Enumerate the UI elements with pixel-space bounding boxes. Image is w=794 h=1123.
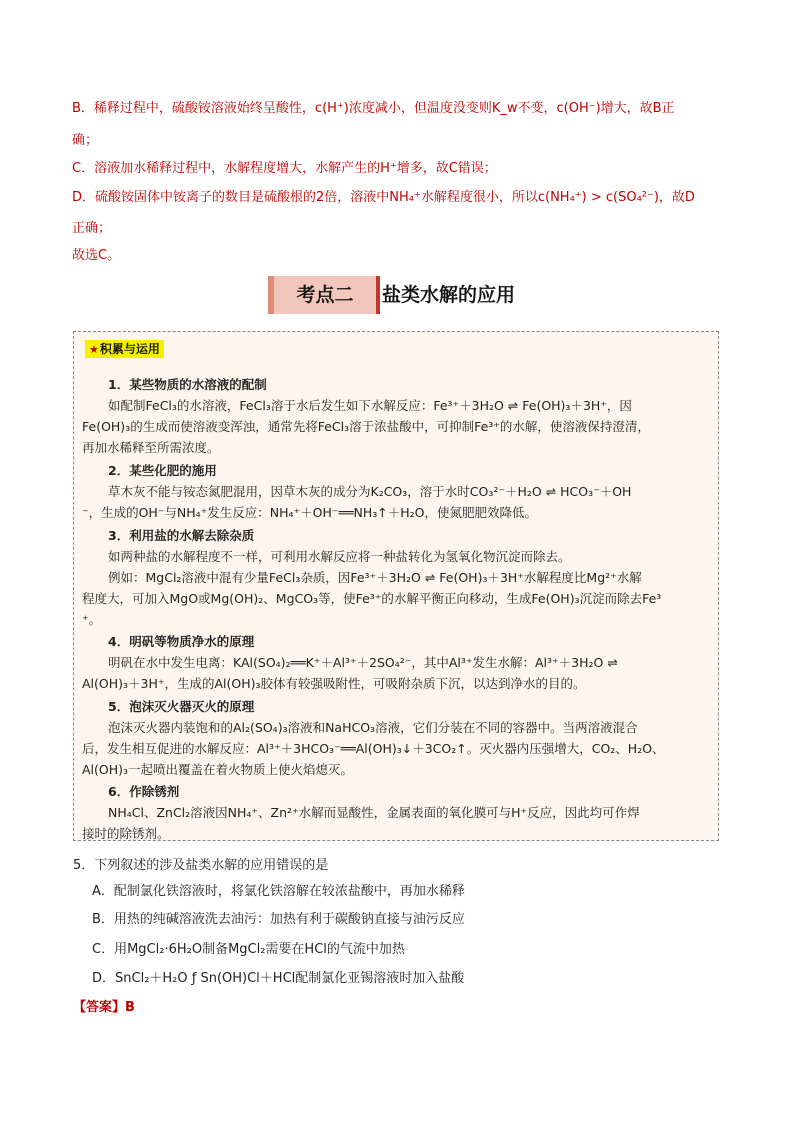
knowledge-heading: 3．利用盐的水解去除杂质 xyxy=(108,528,255,543)
knowledge-heading: 2．某些化肥的施用 xyxy=(108,463,217,478)
knowledge-line: 后，发生相互促进的水解反应：Al³⁺＋3HCO₃⁻══Al(OH)₃↓＋3CO₂↑。灭火器内压强增大，CO₂、H₂O、 xyxy=(82,741,665,756)
knowledge-line: NH₄Cl、ZnCl₂溶液因NH₄⁺、Zn²⁺水解而显酸性，金属表面的氧化膜可与H⁺反应，因此均可作焊 xyxy=(108,805,640,820)
answer xyxy=(73,998,135,1018)
knowledge-line: Al(OH)₃一起喷出覆盖在着火物质上使火焰熄灭。 xyxy=(82,762,354,777)
knowledge-line: 再加水稀释至所需浓度。 xyxy=(82,440,220,455)
question-stem: 5．下列叙述的涉及盐类水解的应用错误的是 xyxy=(73,858,329,873)
analysis-b-line2: 确； xyxy=(72,133,99,148)
star-icon: ★ xyxy=(89,343,99,356)
question-option-c: C．用MgCl₂·6H₂O制备MgCl₂需要在HCl的气流中加热 xyxy=(92,942,405,957)
knowledge-line: 泡沫灭火器内装饱和的Al₂(SO₄)₃溶液和NaHCO₃溶液，它们分装在不同的容器中。当两溶液混合 xyxy=(108,720,638,735)
analysis-c-line: C．溶液加水稀释过程中，水解程度增大，水解产生的H⁺增多，故C错误； xyxy=(72,161,497,176)
knowledge-heading: 6．作除锈剂 xyxy=(108,784,180,799)
analysis-d-line1: D．硫酸铵固体中铵离子的数目是硫酸根的2倍，溶液中NH₄⁺水解程度很小，所以c(NH₄⁺) > c(SO₄²⁻)，故D xyxy=(72,190,695,205)
knowledge-line: 接时的除锈剂。 xyxy=(82,826,170,841)
section-number: 考点二 xyxy=(268,276,376,314)
analysis-d-line2: 正确； xyxy=(72,221,112,236)
knowledge-line: 明矾在水中发生电离：KAl(SO₄)₂══K⁺＋Al³⁺＋2SO₄²⁻，其中Al³⁺发生水解：Al³⁺＋3H₂O ⇌ xyxy=(108,655,618,670)
question-option-a: A．配制氯化铁溶液时，将氯化铁溶解在较浓盐酸中，再加水稀释 xyxy=(92,884,465,899)
knowledge-line: 程度大，可加入MgO或Mg(OH)₂、MgCO₃等，使Fe³⁺的水解平衡正向移动，生成Fe(OH)₃沉淀而除去Fe³ xyxy=(82,591,662,606)
analysis-conclusion: 故选C。 xyxy=(72,248,121,263)
question-option-d: D．SnCl₂＋H₂O ƒ Sn(OH)Cl＋HCl配制氯化亚锡溶液时加入盐酸 xyxy=(92,971,465,986)
question-option-b: B．用热的纯碱溶液洗去油污：加热有利于碳酸钠直接与油污反应 xyxy=(92,912,465,927)
knowledge-line: ⁻，生成的OH⁻与NH₄⁺发生反应：NH₄⁺＋OH⁻══NH₃↑＋H₂O，使氮肥肥效降低。 xyxy=(82,505,538,520)
knowledge-heading: 1．某些物质的水溶液的配制 xyxy=(108,377,267,392)
answer-value: B xyxy=(125,1000,135,1015)
section-title: 盐类水解的应用 xyxy=(382,284,516,306)
analysis-b-line1: B．稀释过程中，硫酸铵溶液始终呈酸性，c(H⁺)浓度减小，但温度没变则K_w不变，c(OH⁻)增大，故B正 xyxy=(72,101,675,116)
knowledge-line: ⁺。 xyxy=(82,612,102,627)
knowledge-tag-label: 积累与运用 xyxy=(99,342,160,356)
knowledge-line: 如两种盐的水解程度不一样，可利用水解反应将一种盐转化为氢氧化物沉淀而除去。 xyxy=(108,549,571,564)
section-banner xyxy=(268,276,538,314)
knowledge-line: 例如：MgCl₂溶液中混有少量FeCl₃杂质，因Fe³⁺＋3H₂O ⇌ Fe(OH)₃＋3H⁺水解程度比Mg²⁺水解 xyxy=(108,570,642,585)
knowledge-heading: 5．泡沫灭火器灭火的原理 xyxy=(108,699,255,714)
answer-label: 【答案】 xyxy=(73,1000,126,1015)
knowledge-heading: 4．明矾等物质净水的原理 xyxy=(108,634,255,649)
knowledge-line: Fe(OH)₃的生成而使溶液变浑浊，通常先将FeCl₃溶于浓盐酸中，可抑制Fe³⁺的水解，使溶液保持澄清， xyxy=(82,419,650,434)
knowledge-line: 如配制FeCl₃的水溶液，FeCl₃溶于水后发生如下水解反应：Fe³⁺＋3H₂O ⇌ Fe(OH)₃＋3H⁺，因 xyxy=(108,398,632,413)
knowledge-line: Al(OH)₃＋3H⁺，生成的Al(OH)₃胶体有较强吸附性，可吸附杂质下沉，以达到净水的目的。 xyxy=(82,676,586,691)
knowledge-line: 草木灰不能与铵态氮肥混用，因草木灰的成分为K₂CO₃，溶于水时CO₃²⁻＋H₂O ⇌ HCO₃⁻＋OH xyxy=(108,484,632,499)
knowledge-tag xyxy=(85,340,164,358)
